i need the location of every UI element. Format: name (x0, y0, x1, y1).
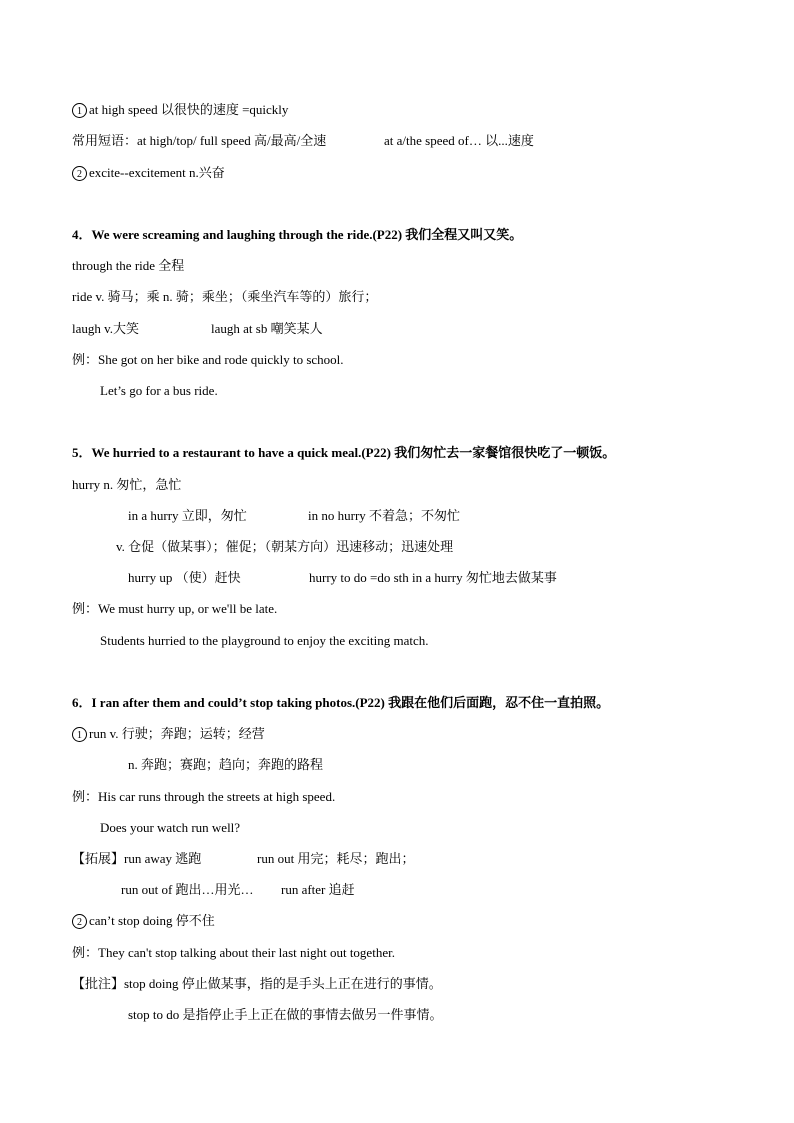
note-line: n. 奔跑；赛跑；趋向；奔跑的路程 (128, 757, 324, 772)
note-line (72, 725, 265, 743)
note-line: run after 追赶 (281, 882, 355, 897)
note-line (72, 912, 215, 930)
note-line (72, 164, 225, 182)
note-line: hurry n. 匆忙，急忙 (72, 477, 182, 492)
circled-number: 2 (72, 166, 87, 181)
example-line: 例：We must hurry up, or we'll be late. (72, 601, 278, 616)
circled-number: 2 (72, 914, 87, 929)
note-text: run v. 行驶；奔跑；运转；经营 (89, 726, 265, 741)
annotation-line: stop to do 是指停止手上正在做的事情去做另一件事情。 (128, 1007, 443, 1022)
note-line: 【拓展】run away 逃跑 (72, 851, 202, 866)
note-line: in no hurry 不着急；不匆忙 (308, 508, 461, 523)
note-text: 常用短语：at high/top/ full speed 高/最高/全速 (72, 133, 327, 148)
note-text: at a/the speed of… 以...速度 (384, 133, 534, 148)
example-line: 例：They can't stop talking about their last night out together. (72, 945, 395, 960)
note-line: run out 用完；耗尽；跑出； (257, 851, 415, 866)
note-line: run out of 跑出…用光… (121, 882, 254, 897)
note-text: excite--excitement n.兴奋 (89, 165, 225, 180)
note-text: at high speed 以很快的速度 =quickly (89, 102, 289, 117)
note-line: in a hurry 立即，匆忙 (128, 508, 247, 523)
note-line (72, 101, 288, 119)
circled-number: 1 (72, 727, 87, 742)
annotation-line: 【批注】stop doing 停止做某事，指的是手头上正在进行的事情。 (72, 976, 442, 991)
example-line: Does your watch run well? (100, 820, 241, 835)
note-line: hurry up （使）赶快 (128, 570, 241, 585)
note-line: ride v. 骑马；乘 n. 骑；乘坐；（乘坐汽车等的）旅行； (72, 289, 378, 304)
example-line: 例：His car runs through the streets at high speed. (72, 789, 336, 804)
note-line (72, 132, 326, 150)
note-line (384, 132, 534, 150)
section-heading: 4．We were screaming and laughing through the ride.(P22) 我们全程又叫又笑。 (72, 227, 523, 242)
note-line: v. 仓促（做某事）；催促；（朝某方向）迅速移动；迅速处理 (116, 539, 454, 554)
circled-number: 1 (72, 103, 87, 118)
example-line: 例：She got on her bike and rode quickly to school. (72, 352, 344, 367)
note-line: through the ride 全程 (72, 258, 185, 273)
section-heading: 6．I ran after them and could’t stop taking photos.(P22) 我跟在他们后面跑，忍不住一直拍照。 (72, 695, 610, 710)
note-text: can’t stop doing 停不住 (89, 913, 215, 928)
note-line: hurry to do =do sth in a hurry 匆忙地去做某事 (309, 570, 557, 585)
example-line: Let’s go for a bus ride. (100, 383, 218, 398)
note-line: laugh v.大笑 (72, 321, 140, 336)
section-heading: 5．We hurried to a restaurant to have a quick meal.(P22) 我们匆忙去一家餐馆很快吃了一顿饭。 (72, 445, 616, 460)
example-line: Students hurried to the playground to enjoy the exciting match. (100, 633, 429, 648)
note-line: laugh at sb 嘲笑某人 (211, 321, 323, 336)
